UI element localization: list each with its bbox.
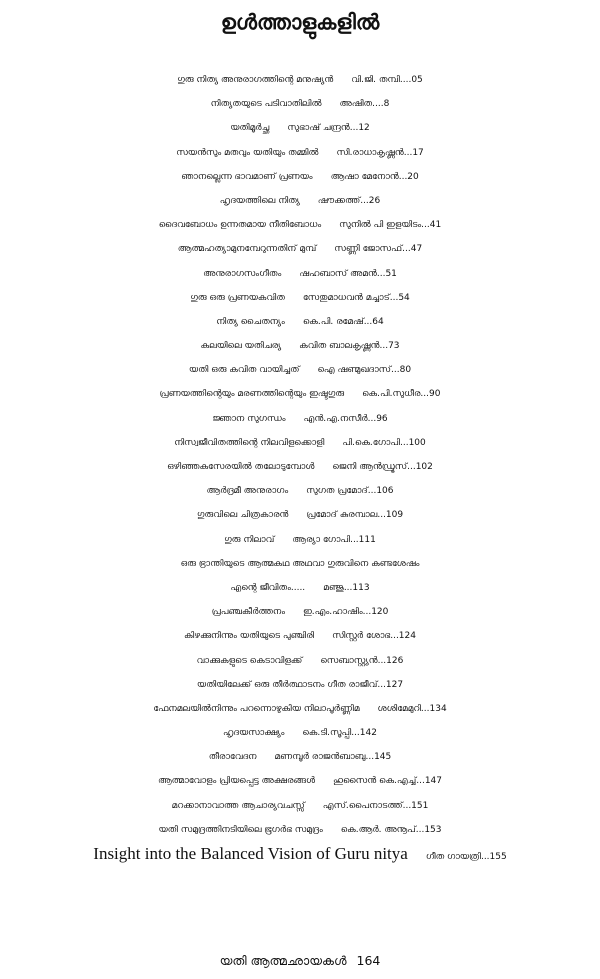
entry-title: Insight into the Balanced Vision of Guru nitya bbox=[93, 844, 408, 863]
entry-title: ഒരു ഭ്രാന്തിയുടെ ആത്മകഥ അഥവാ ഗുരുവിനെ കണ്ടശേഷം bbox=[180, 558, 420, 569]
entry-page: ...20 bbox=[398, 171, 419, 182]
entry-page: ...155 bbox=[480, 852, 507, 862]
entry-title: കലയിലെ യതിചര്യ bbox=[200, 341, 282, 352]
entry-author: കെ.ആർ. അനൂപ് bbox=[340, 824, 416, 835]
entry-author: സി.രാധാകൃഷ്ണൻ bbox=[336, 147, 404, 158]
entry-page: ...54 bbox=[389, 292, 410, 303]
toc-entry[interactable] bbox=[0, 116, 600, 140]
toc-entry[interactable] bbox=[0, 358, 600, 382]
toc-entry[interactable] bbox=[0, 92, 600, 116]
toc-entry[interactable] bbox=[0, 697, 600, 721]
toc-entry[interactable] bbox=[0, 552, 600, 576]
entry-title: നിസ്വജീവിതത്തിന്റെ നിലവിളക്കൊളി bbox=[174, 437, 325, 448]
entry-title: ഞാനല്ലെന്ന ഭാവമാണ് പ്രണയം bbox=[181, 171, 313, 182]
entry-page: ...113 bbox=[343, 582, 370, 593]
entry-title: മറക്കാനാവാത്ത ആചാര്യവചസ്സ് bbox=[171, 800, 305, 811]
entry-title: ഹൃദയത്തിലെ നിത്യ bbox=[219, 195, 300, 206]
entry-page: ...12 bbox=[349, 123, 370, 134]
entry-title: യതി സമുദ്രത്തിനടിയിലെ ഭൂഗർഭ സമുദ്രം bbox=[158, 824, 323, 835]
toc-entry[interactable] bbox=[0, 528, 600, 552]
toc-entry[interactable] bbox=[0, 68, 600, 92]
toc-entry[interactable] bbox=[0, 407, 600, 431]
entry-page: ...90 bbox=[420, 389, 441, 400]
table-of-contents bbox=[0, 68, 600, 866]
toc-entry[interactable] bbox=[0, 769, 600, 793]
toc-entry[interactable] bbox=[0, 286, 600, 310]
entry-title: യതിമൂർച്ഛ bbox=[230, 123, 270, 134]
entry-title: ദൈവബോധം ഉന്നതമായ നീതിബോധം bbox=[158, 220, 322, 231]
entry-author: ഗീത ഗായത്രി bbox=[425, 852, 481, 862]
entry-author: ഹുസൈൻ കെ.എച്ച് bbox=[332, 776, 417, 787]
entry-title: നിത്യ ചൈതന്യം bbox=[216, 316, 285, 327]
toc-entry[interactable] bbox=[0, 382, 600, 406]
entry-page: ...41 bbox=[421, 220, 442, 231]
toc-entry[interactable] bbox=[0, 213, 600, 237]
entry-author: ആഷാ മേനോൻ bbox=[330, 171, 399, 182]
entry-author: സുനിൽ പി ഇളയിടം bbox=[339, 220, 422, 231]
entry-author: കവിത ബാലകൃഷ്ണൻ bbox=[299, 341, 380, 352]
entry-author: ആര്യാ ഗോപി bbox=[292, 534, 351, 545]
entry-page: ...120 bbox=[362, 607, 389, 618]
entry-author: കെ.ടി.സൂപ്പി bbox=[302, 728, 352, 739]
entry-author: ജെനി ആൻഡ്രൂസ് bbox=[332, 462, 408, 472]
entry-page: ...126 bbox=[377, 655, 404, 666]
entry-page: ...51 bbox=[376, 268, 397, 279]
entry-title: വാക്കുകളുടെ കെടാവിളക്ക് bbox=[196, 655, 303, 666]
entry-title: ഫേനമലയിൽനിന്നും പറന്നൊഴുകിയ നിലാപൂർണ്ണിമ bbox=[153, 703, 360, 714]
entry-title: ഗുരു നിത്യ അനുരാഗത്തിന്റെ മനുഷ്യൻ bbox=[177, 75, 334, 85]
entry-page: ...142 bbox=[351, 728, 377, 739]
entry-author: സെബാസ്റ്റ്യൻ bbox=[320, 655, 378, 666]
entry-author: അഷിത bbox=[339, 99, 373, 110]
entry-page: ...64 bbox=[363, 316, 384, 327]
toc-entry[interactable] bbox=[0, 721, 600, 745]
entry-author: സുഗത പ്രമോദ് bbox=[306, 486, 368, 497]
entry-title: ആത്മഹത്യാമുനമ്പേറുന്നതിന് മുമ്പ് bbox=[177, 244, 317, 255]
toc-entry[interactable] bbox=[0, 624, 600, 648]
entry-title: സയൻസും മതവും യതിയും തമ്മിൽ bbox=[176, 147, 319, 158]
entry-title: ഒഴിഞ്ഞകസേരയിൽ തലോടുമ്പോൾ bbox=[167, 462, 315, 472]
entry-page: ...151 bbox=[402, 800, 429, 811]
entry-page: ...109 bbox=[377, 510, 404, 521]
entry-title: ഹൃദയസാക്ഷ്യം bbox=[223, 728, 285, 739]
entry-author: ഇ.എം.ഹാഷിം bbox=[302, 607, 363, 618]
entry-page: ...17 bbox=[403, 147, 424, 158]
toc-entry[interactable] bbox=[0, 189, 600, 213]
entry-page: ...153 bbox=[415, 824, 442, 835]
entry-title: പ്രപഞ്ചകീർത്തനം bbox=[211, 607, 285, 618]
entry-author: സേതുമാധവൻ മച്ചാട് bbox=[302, 292, 390, 303]
toc-entry[interactable] bbox=[0, 673, 600, 697]
entry-page: ...106 bbox=[367, 486, 394, 497]
entry-author: ഷഹബാസ് അമൻ bbox=[299, 268, 377, 279]
toc-entry[interactable] bbox=[0, 431, 600, 455]
entry-author: ഐ ഷണ്മുഖദാസ് bbox=[317, 365, 392, 376]
entry-page: ...80 bbox=[391, 365, 412, 376]
toc-entry[interactable] bbox=[0, 479, 600, 503]
entry-page: ....05 bbox=[399, 75, 423, 85]
entry-author: മഞ്ജു bbox=[323, 582, 344, 593]
entry-title: ആത്മാവോളം പ്രിയപ്പെട്ട അക്ഷരങ്ങൾ bbox=[157, 776, 315, 787]
entry-author: എൻ.എ.നസീർ bbox=[303, 413, 368, 424]
toc-entry[interactable] bbox=[0, 503, 600, 527]
entry-author: ഷൗക്കത്ത് bbox=[317, 195, 361, 206]
entry-author: മണമ്പൂർ രാജൻബാബു bbox=[274, 752, 366, 763]
toc-entry[interactable] bbox=[0, 141, 600, 165]
entry-author: പി.കെ.ഗോപി bbox=[342, 437, 400, 448]
entry-title: ഗുരു ഒരു പ്രണയകവിത bbox=[190, 292, 285, 303]
entry-author: ശശിമേമുറി bbox=[377, 703, 421, 714]
entry-page: ...73 bbox=[379, 341, 400, 352]
entry-author: വി.ജി. തമ്പി bbox=[351, 75, 400, 85]
entry-title: നിത്യതയുടെ പടിവാതിലിൽ bbox=[210, 99, 322, 110]
entry-author: സിസ്റ്റർ ശോഭ bbox=[332, 631, 391, 642]
toc-entry[interactable] bbox=[0, 262, 600, 286]
entry-page: ...26 bbox=[360, 195, 381, 206]
entry-page: ...134 bbox=[420, 703, 447, 714]
entry-author: കെ.പി. രമേഷ് bbox=[302, 316, 364, 327]
entry-page: ...100 bbox=[399, 437, 426, 448]
entry-page: ...47 bbox=[402, 244, 423, 255]
toc-entry[interactable] bbox=[0, 745, 600, 769]
entry-author: പ്രമോദ് കുരമ്പാല bbox=[306, 510, 378, 521]
entry-author: കെ.പി.സുധീര bbox=[362, 389, 421, 400]
toc-entry[interactable] bbox=[0, 794, 600, 818]
entry-title: ആർദ്രമീ അനുരാഗം bbox=[206, 486, 289, 497]
entry-title: അനുരാഗസംഗീതം bbox=[203, 268, 282, 279]
entry-author: സണ്ണി ജോസഫ് bbox=[334, 244, 403, 255]
toc-entry[interactable] bbox=[0, 649, 600, 673]
entry-page: ...124 bbox=[390, 631, 416, 642]
entry-title: എന്റെ ജീവിതം..... bbox=[230, 582, 306, 593]
entry-title: കിഴക്കുനിന്നും യതിയുടെ പുഞ്ചിരി bbox=[184, 631, 315, 642]
entry-title: ഗുരുവിലെ ചിത്രകാരൻ bbox=[196, 510, 289, 521]
entry-title: തീരാവേദന bbox=[208, 752, 257, 763]
entry-title: ഗുരു നിലാവ് bbox=[224, 534, 275, 545]
entry-title: യതിയിലേക്ക് ഒരു തീർത്ഥാടനം ഗീത രാജീവ് bbox=[196, 679, 378, 690]
entry-author: എസ്.പൈനാടത്ത് bbox=[322, 800, 403, 811]
page-footer bbox=[0, 951, 600, 971]
entry-page: ...102 bbox=[407, 462, 433, 472]
entry-title: പ്രണയത്തിന്റെയും മരണത്തിന്റെയും ഇഷ്ടഗുരു bbox=[159, 389, 345, 400]
page-title: ഉൾത്താളുകളിൽ bbox=[220, 10, 380, 34]
toc-entry[interactable] bbox=[0, 600, 600, 624]
entry-page: ...111 bbox=[350, 534, 376, 545]
entry-author: സുഭാഷ് ചന്ദ്രൻ bbox=[287, 123, 350, 134]
toc-entry[interactable] bbox=[0, 165, 600, 189]
entry-page: ...96 bbox=[367, 413, 388, 424]
entry-title: ജ്ഞാന സുഗന്ധം bbox=[212, 413, 286, 424]
toc-entry[interactable] bbox=[0, 310, 600, 334]
footer-book-title: യതി ആത്മഛായകൾ bbox=[219, 953, 347, 968]
entry-page: ...127 bbox=[377, 679, 404, 690]
footer-page-number: 164 bbox=[356, 953, 381, 968]
entry-page: ...145 bbox=[365, 752, 392, 763]
toc-entry[interactable] bbox=[0, 334, 600, 358]
toc-entry[interactable] bbox=[0, 455, 600, 479]
toc-entry[interactable] bbox=[0, 237, 600, 261]
toc-entry[interactable] bbox=[0, 818, 600, 842]
entry-page: ....8 bbox=[372, 99, 390, 110]
toc-entry[interactable] bbox=[0, 576, 600, 600]
entry-page: ...147 bbox=[416, 776, 442, 787]
entry-title: യതി ഒരു കവിത വായിച്ചത് bbox=[188, 365, 300, 376]
toc-entry[interactable] bbox=[0, 842, 600, 866]
